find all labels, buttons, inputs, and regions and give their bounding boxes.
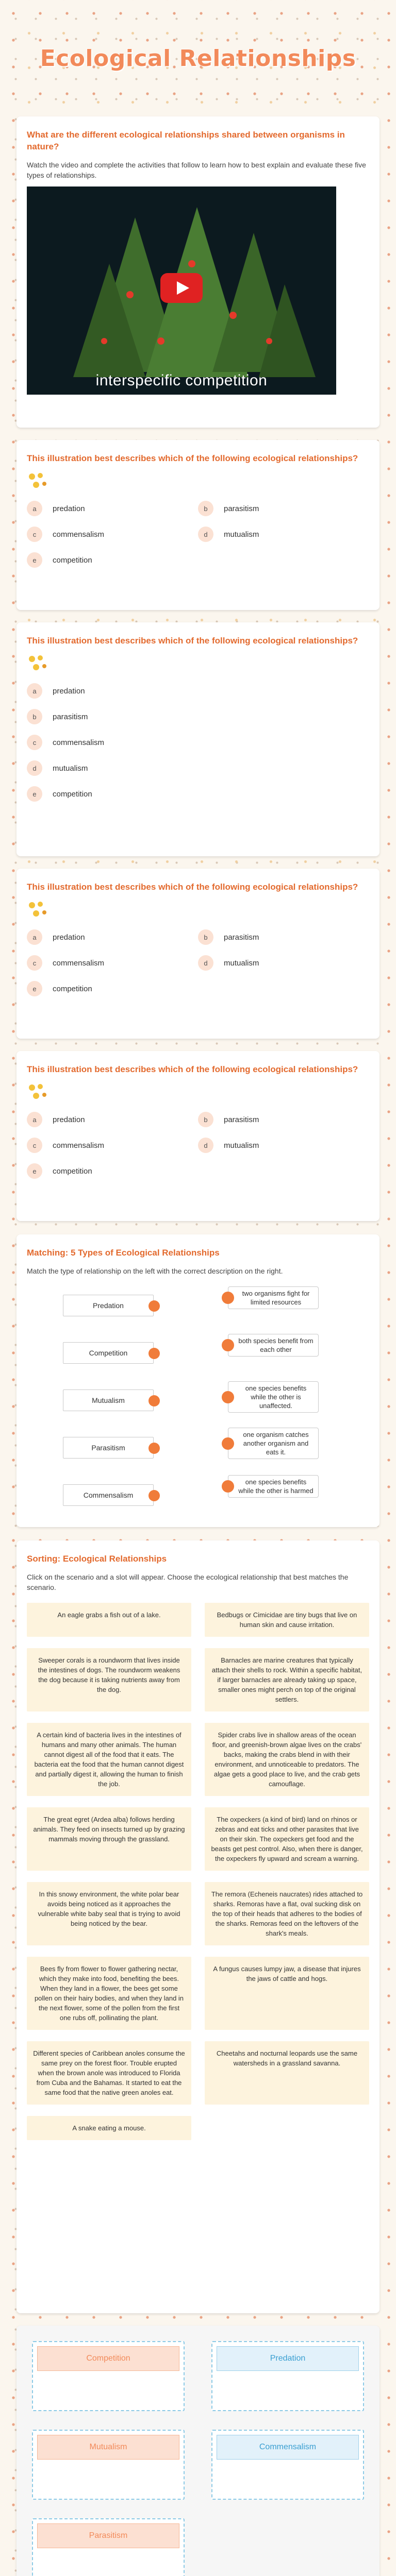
question-card-2 xyxy=(16,622,380,856)
question-card-3 xyxy=(16,869,380,1039)
scenario-card[interactable]: Barnacles are marine creatures that typically attach their shells to rock. Within a specific habitat, if larger barnacles are already taking up space, smaller ones might perch on top of the original settlers. xyxy=(205,1648,369,1711)
option-text: predation xyxy=(53,686,85,696)
option-a[interactable] xyxy=(27,1112,198,1127)
option-text: commensalism xyxy=(53,1141,105,1150)
option-c[interactable] xyxy=(27,527,198,542)
question-title: This illustration best describes which of the following ecological relationships? xyxy=(27,882,358,892)
match-row xyxy=(27,1426,369,1473)
option-c[interactable] xyxy=(27,1138,198,1153)
option-letter: c xyxy=(27,1138,42,1153)
option-text: mutualism xyxy=(224,530,259,539)
option-text: predation xyxy=(53,504,85,513)
option-text: mutualism xyxy=(53,764,88,773)
bucket-label: Parasitism xyxy=(37,2523,179,2548)
option-letter: a xyxy=(27,929,42,945)
option-letter: d xyxy=(198,527,213,542)
option-text: mutualism xyxy=(224,958,259,968)
option-d[interactable] xyxy=(198,955,369,971)
option-b[interactable] xyxy=(198,501,369,516)
illustration-icon xyxy=(27,1082,50,1102)
options-list xyxy=(27,1112,369,1179)
bucket-label: Commensalism xyxy=(217,2435,359,2460)
option-letter: a xyxy=(27,683,42,699)
option-text: predation xyxy=(53,1115,85,1124)
option-text: commensalism xyxy=(53,958,105,968)
bucket-parasitism[interactable] xyxy=(32,2518,185,2576)
bucket-label: Competition xyxy=(37,2346,179,2371)
match-row xyxy=(27,1283,369,1331)
scenario-card[interactable]: A fungus causes lumpy jaw, a disease that injures the jaws of cattle and hogs. xyxy=(205,1957,369,2030)
option-e[interactable] xyxy=(27,981,198,996)
video-question-title: What are the different ecological relationships shared between organisms in nature? xyxy=(27,130,345,151)
play-icon[interactable] xyxy=(160,273,203,303)
scenario-card[interactable]: The great egret (Ardea alba) follows herding animals. They feed on insects turned up by grazing mammals moving through the grassland. xyxy=(27,1807,191,1871)
scenario-card[interactable]: An eagle grabs a fish out of a lake. xyxy=(27,1603,191,1637)
option-d[interactable] xyxy=(198,1138,369,1153)
match-right-item[interactable]: one species benefits while the other is unaffected. xyxy=(228,1381,319,1413)
scenario-card[interactable]: In this snowy environment, the white polar bear avoids being noticed as it approaches the vulnerable white baby seal that is trying to avoid being noticed by the bear. xyxy=(27,1882,191,1945)
bucket-label: Predation xyxy=(217,2346,359,2371)
page-title: Ecological Relationships xyxy=(40,45,356,72)
option-letter: b xyxy=(198,501,213,516)
option-letter: e xyxy=(27,786,42,802)
video-question-description: Watch the video and complete the activities that follow to learn how to best explain and evaluate these five types of relationships. xyxy=(27,161,366,179)
bucket-competition[interactable] xyxy=(32,2341,185,2411)
option-text: mutualism xyxy=(224,1141,259,1150)
option-e[interactable] xyxy=(27,1163,198,1179)
option-letter: d xyxy=(198,955,213,971)
illustration-icon xyxy=(27,471,50,491)
option-letter: b xyxy=(198,1112,213,1127)
option-letter: a xyxy=(27,1112,42,1127)
match-left-item[interactable]: Mutualism xyxy=(63,1389,154,1411)
option-text: competition xyxy=(53,1166,92,1176)
scenario-card[interactable]: Bedbugs or Cimicidae are tiny bugs that live on human skin and cause irritation. xyxy=(205,1603,369,1637)
matching-description: Match the type of relationship on the left with the correct description on the right. xyxy=(27,1267,283,1275)
scenario-card[interactable]: A snake eating a mouse. xyxy=(27,2116,191,2140)
match-right-item[interactable]: one species benefits while the other is harmed xyxy=(228,1475,319,1498)
matching-area xyxy=(27,1283,369,1520)
header xyxy=(0,0,396,116)
option-text: competition xyxy=(53,984,92,993)
match-left-item[interactable]: Predation xyxy=(63,1295,154,1316)
buckets-card xyxy=(16,2326,380,2576)
option-letter: c xyxy=(27,955,42,971)
option-letter: d xyxy=(198,1138,213,1153)
match-row xyxy=(27,1331,369,1378)
question-card-1 xyxy=(16,440,380,610)
option-a[interactable] xyxy=(27,501,198,516)
option-e[interactable] xyxy=(27,552,198,568)
option-text: competition xyxy=(53,555,92,565)
bucket-mutualism[interactable] xyxy=(32,2430,185,2500)
matching-card xyxy=(16,1234,380,1527)
match-right-item[interactable]: one organism catches another organism and eats it. xyxy=(228,1428,319,1459)
bucket-commensalism[interactable] xyxy=(211,2430,364,2500)
option-a[interactable] xyxy=(27,929,198,945)
sorting-card xyxy=(16,1540,380,2313)
option-text: parasitism xyxy=(53,712,88,721)
scenario-card[interactable]: The remora (Echeneis naucrates) rides attached to sharks. Remoras have a flat, oval sucking disk on the top of their heads that adheres to the bodies of the sharks. Remoras feed on the leftovers of the shark's meals. xyxy=(205,1882,369,1945)
scenario-list xyxy=(27,1603,369,2140)
scenario-card[interactable]: Cheetahs and nocturnal leopards use the same watersheds in a grassland savanna. xyxy=(205,2041,369,2105)
option-text: commensalism xyxy=(53,738,105,747)
options-list xyxy=(27,501,369,568)
option-c[interactable] xyxy=(27,735,369,750)
match-left-item[interactable]: Commensalism xyxy=(63,1484,154,1506)
option-a[interactable] xyxy=(27,683,369,699)
option-e[interactable] xyxy=(27,786,369,802)
option-letter: e xyxy=(27,1163,42,1179)
match-left-item[interactable]: Parasitism xyxy=(63,1437,154,1459)
bucket-label: Mutualism xyxy=(37,2435,179,2460)
question-title: This illustration best describes which of the following ecological relationships? xyxy=(27,1064,358,1074)
scenario-card[interactable]: Sweeper corals is a roundworm that lives inside the intestines of dogs. The roundworm weakens the dog because it is taking nutrients away from the dog. xyxy=(27,1648,191,1711)
illustration-icon xyxy=(27,654,50,673)
match-right-item[interactable]: two organisms fight for limited resources xyxy=(228,1286,319,1309)
sorting-description: Click on the scenario and a slot will appear. Choose the ecological relationship that best matches the scenario. xyxy=(27,1573,349,1591)
option-letter: d xyxy=(27,760,42,776)
match-right-item[interactable]: both species benefit from each other xyxy=(228,1334,319,1357)
option-letter: c xyxy=(27,527,42,542)
options-list xyxy=(27,929,369,996)
option-b[interactable] xyxy=(27,709,369,724)
scenario-card[interactable]: A certain kind of bacteria lives in the intestines of humans and many other animals. The human cannot digest all of the food that it eats. The bacteria eat the food that the human cannot digest and partially digest it, allowing the human to finish the job. xyxy=(27,1723,191,1796)
option-letter: e xyxy=(27,552,42,568)
video-card xyxy=(16,116,380,428)
match-left-item[interactable]: Competition xyxy=(63,1342,154,1364)
question-title: This illustration best describes which of the following ecological relationships? xyxy=(27,453,358,463)
option-letter: b xyxy=(198,929,213,945)
illustration-icon xyxy=(27,900,50,920)
option-text: parasitism xyxy=(224,504,259,513)
option-d[interactable] xyxy=(198,527,369,542)
option-b[interactable] xyxy=(198,1112,369,1127)
option-b[interactable] xyxy=(198,929,369,945)
option-c[interactable] xyxy=(27,955,198,971)
scenario-card[interactable]: The oxpeckers (a kind of bird) land on rhinos or zebras and eat ticks and other parasites that live on their skin. The oxpeckers get food and the beasts get pest control. Also, when there is danger, the oxpeckers fly upward and scream a warning. xyxy=(205,1807,369,1871)
option-text: commensalism xyxy=(53,530,105,539)
option-letter: a xyxy=(27,501,42,516)
scenario-card[interactable]: Different species of Caribbean anoles consume the same prey on the forest floor. Trouble erupted when the brown anole was introduced to Florida from Cuba and the Bahamas. It started to eat the same food that the native green anoles eat. xyxy=(27,2041,191,2105)
sorting-title: Sorting: Ecological Relationships xyxy=(27,1554,167,1564)
bucket-predation[interactable] xyxy=(211,2341,364,2411)
option-text: predation xyxy=(53,933,85,942)
scenario-card[interactable]: Bees fly from flower to flower gathering nectar, which they make into food, benefiting the bees. When they land in a flower, the bees get some pollen on their hairy bodies, and when they land in the next flower, some of the pollen from the first one rubs off, pollinating the plant. xyxy=(27,1957,191,2030)
question-card-4 xyxy=(16,1051,380,1221)
option-d[interactable] xyxy=(27,760,369,776)
option-text: parasitism xyxy=(224,933,259,942)
scenario-card[interactable]: Spider crabs live in shallow areas of the ocean floor, and greenish-brown algae lives on the crabs' backs, making the crabs blend in with their environment, and unnoticeable to predators. The algae gets a good place to live, and the crab gets camouflage. xyxy=(205,1723,369,1796)
video-player[interactable] xyxy=(27,187,336,395)
question-title: This illustration best describes which of the following ecological relationships? xyxy=(27,636,358,646)
video-caption: interspecific competition xyxy=(95,372,268,389)
option-letter: c xyxy=(27,735,42,750)
option-letter: e xyxy=(27,981,42,996)
option-text: competition xyxy=(53,789,92,799)
matching-title: Matching: 5 Types of Ecological Relationships xyxy=(27,1248,220,1258)
match-row xyxy=(27,1378,369,1426)
option-letter: b xyxy=(27,709,42,724)
options-list xyxy=(27,683,369,802)
option-text: parasitism xyxy=(224,1115,259,1124)
match-row xyxy=(27,1473,369,1520)
